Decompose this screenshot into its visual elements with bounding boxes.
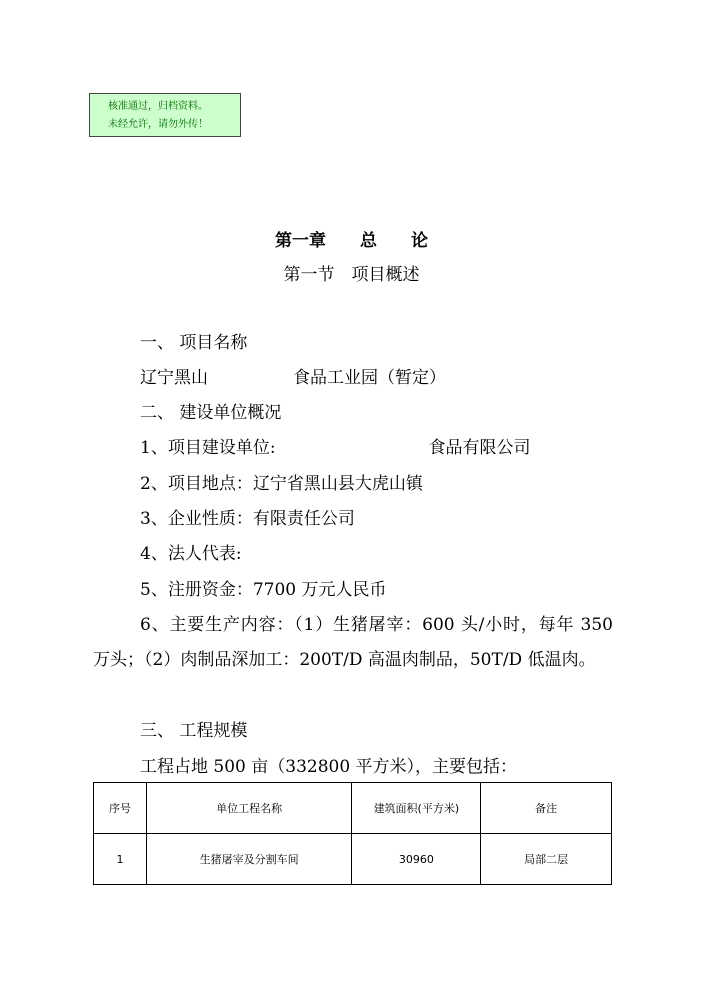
heading-scale: 三、 工程规模 (140, 721, 248, 741)
chapter-title: 第一章 总 论 (275, 231, 428, 251)
item-legal-rep: 4、法人代表: (140, 544, 242, 564)
cell-area: 30960 (352, 834, 481, 885)
cell-note: 局部二层 (481, 834, 612, 885)
col-header-name: 单位工程名称 (146, 783, 352, 834)
col-header-area: 建筑面积(平方米) (352, 783, 481, 834)
item-production: 6、主要生产内容：（1）生猪屠宰：600 头/小时，每年 350 万头；（2）肉制品深加工：200T/D 高温肉制品，50T/D 低温肉。 (93, 615, 613, 670)
table-row (94, 834, 612, 885)
item-builder: 1、项目建设单位: 食品有限公司 (140, 438, 531, 458)
col-header-index: 序号 (94, 783, 147, 834)
item-capital: 5、注册资金：7700 万元人民币 (140, 580, 387, 600)
unit-works-table (93, 782, 612, 885)
scale-text: 工程占地 500 亩（332800 平方米），主要包括： (140, 757, 518, 777)
heading-builder: 二、 建设单位概况 (140, 403, 282, 423)
item-nature: 3、企业性质：有限责任公司 (140, 509, 355, 529)
cell-name: 生猪屠宰及分割车间 (146, 834, 352, 885)
approval-stamp (89, 93, 241, 137)
project-name: 辽宁黑山 食品工业园（暂定） (140, 368, 446, 388)
table-header-row (94, 783, 612, 834)
stamp-line-1: 核准通过，归档资料。 (108, 101, 208, 112)
stamp-line-2: 未经允许，请勿外传！ (108, 119, 208, 130)
col-header-note: 备注 (481, 783, 612, 834)
section-title: 第一节 项目概述 (283, 265, 420, 285)
item-location: 2、项目地点：辽宁省黑山县大虎山镇 (140, 474, 423, 494)
cell-index: 1 (94, 834, 147, 885)
heading-project-name: 一、 项目名称 (140, 333, 248, 353)
